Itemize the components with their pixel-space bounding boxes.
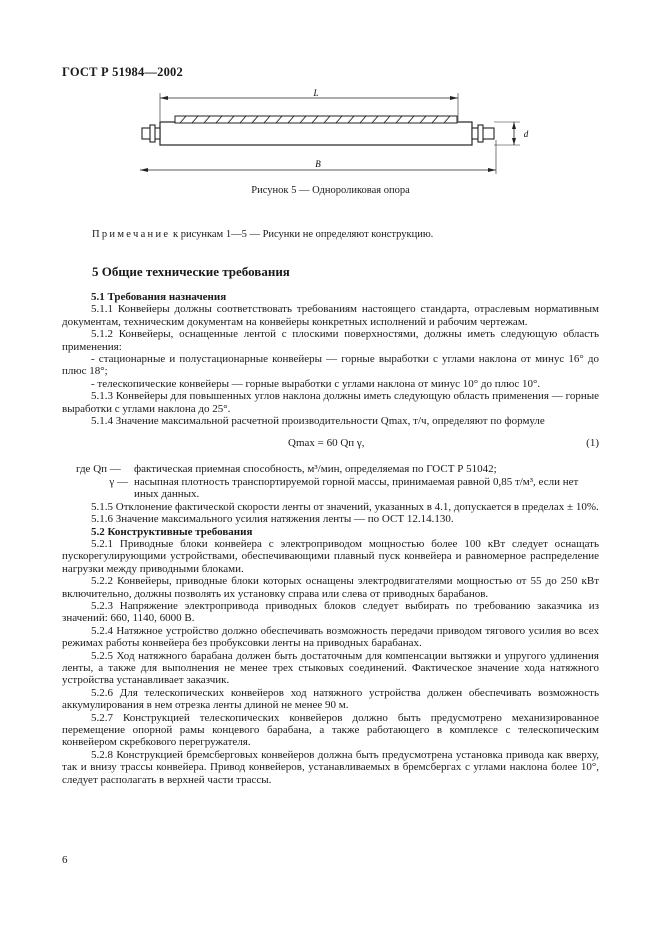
label-d: d: [523, 129, 529, 139]
paragraph: 5.2.1 Приводные блоки конвейера с электроприводом мощностью более 100 кВт следует оснащать пускорегулирующими устройствами, обеспечивающими плавный пуск конвейера и равномерное распределение нагрузки между приводными блоками.: [62, 537, 599, 575]
document-body: [62, 291, 599, 786]
page-number: 6: [62, 854, 68, 866]
paragraph: 5.1.5 Отклонение фактической скорости ленты от значений, указанных в 4.1, допускается в пределах ± 10%.: [91, 500, 599, 513]
note-label: Примечание: [92, 229, 171, 240]
legend-text: насыпная плотность транспортируемой горной массы, принимаемая равной 0,85 т/м³, если нет иных данных.: [134, 475, 579, 501]
subsection-title: 5.1 Требования назначения: [91, 291, 227, 303]
paragraph: 5.1.3 Конвейеры для повышенных углов наклона должны иметь следующую область применения — горные выработки с углами наклона до 25°.: [62, 390, 599, 415]
paragraph: 5.2.4 Натяжное устройство должно обеспечивать возможность передачи приводом тягового усилия во всех режимах работы конвейера без пробуксовки ленты на приводных барабанах.: [62, 624, 599, 650]
legend-text: фактическая приемная способность, м³/мин, определяемая по ГОСТ Р 51042;: [134, 463, 497, 476]
label-b: B: [315, 159, 321, 169]
standard-header: ГОСТ Р 51984—2002: [62, 65, 183, 79]
paragraph: 5.2.3 Напряжение электропривода приводных блоков следует выбирать по требованию заказчика из значений: 660, 1140, 6000 В.: [62, 599, 599, 625]
paragraph: 5.2.5 Ход натяжного барабана должен быть достаточным для компенсации вытяжки и упругого удлинения ленты, а также для выполнения не менее трех стыковых соединений. Фактическое значение хода натяжного устройства устанавливает заказчик.: [62, 649, 599, 687]
figure-caption: Рисунок 5 — Однороликовая опора: [251, 185, 410, 196]
roller-support-figure: [140, 88, 532, 180]
label-l: L: [313, 88, 319, 98]
paragraph: 5.2.6 Для телескопических конвейеров ход натяжного устройства должен обеспечивать возможность аккумулирования в нем отрезка ленты длиной не менее 90 м.: [62, 686, 599, 712]
figure-note: [92, 229, 433, 240]
paragraph: 5.1.4 Значение максимальной расчетной производительности Qmax, т/ч, определяют по формуле: [91, 415, 545, 428]
formula-number: (1): [586, 437, 599, 450]
paragraph: 5.1.6 Значение максимального усилия натяжения ленты — по ОСТ 12.14.130.: [91, 513, 454, 526]
note-text: к рисункам 1—5 — Рисунки не определяют конструкцию.: [170, 229, 434, 240]
formula: Qmax = 60 Qп γ,: [288, 437, 365, 450]
paragraph: - стационарные и полустационарные конвейеры — горные выработки с углами наклона от минус 16° до плюс 18°;: [62, 353, 599, 378]
arrow-l-left: [160, 96, 168, 100]
paragraph: 5.2.8 Конструкцией бремсберговых конвейеров должна быть предусмотрена установка привода как вверху, так и внизу трассы конвейера. Привод конвейеров, устанавливаемых в бремсбергах с углами наклона более 10°, следует располагать в верхней части трассы.: [62, 748, 599, 786]
section-title: 5 Общие технические требования: [92, 264, 290, 279]
arrow-l-right: [450, 96, 458, 100]
formula-legend: [76, 463, 599, 500]
legend-symbol: γ —: [109, 475, 128, 488]
paragraph: - телескопические конвейеры — горные выработки с углами наклона от минус 10° до плюс 10°.: [91, 377, 541, 390]
paragraph: 5.1.2 Конвейеры, оснащенные лентой с плоскими поверхностями, должны иметь следующую область применения:: [62, 328, 599, 353]
paragraph: 5.1.1 Конвейеры должны соответствовать требованиям настоящего стандарта, отраслевым нормативным документам, техническим документам на конвейеры конкретных исполнений и рабочим чертежам.: [62, 303, 599, 328]
roller-shell: [160, 122, 472, 145]
formula-row: [62, 433, 599, 457]
axle-left-flange: [150, 125, 155, 142]
paragraph: 5.2.2 Конвейеры, приводные блоки которых оснащены электродвигателями мощностью от 55 до 250 кВт включительно, должны позволять их установку справа или слева от приводных барабанов.: [62, 575, 599, 600]
paragraph: 5.2.7 Конструкцией телескопических конвейеров должно быть предусмотрено механизированное перемещение опорной рамы концевого барабана, а также работающего в комплексе с телескопическим конвейером скребкового перегружателя.: [62, 711, 599, 749]
axle-right-flange: [478, 125, 483, 142]
legend-symbol: где Qп —: [76, 463, 121, 476]
subsection-title: 5.2 Конструктивные требования: [91, 525, 253, 538]
